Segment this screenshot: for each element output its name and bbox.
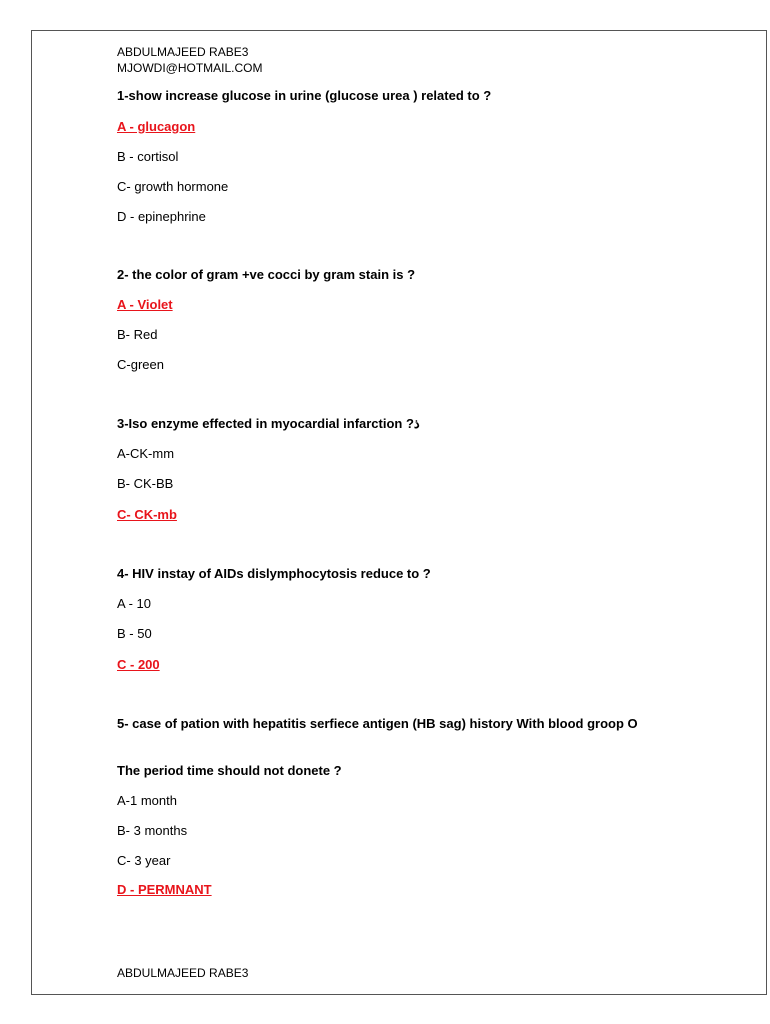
author-name: ABDULMAJEED RABE3 <box>117 45 249 59</box>
document-page <box>31 30 767 995</box>
question-4: 4- HIV instay of AIDs dislymphocytosis reduce to ? <box>117 566 431 581</box>
question-3: 3-Iso enzyme effected in myocardial infarction ?ذ <box>117 416 420 431</box>
page-footer: ABDULMAJEED RABE3 <box>117 966 249 980</box>
q1-option-c: C- growth hormone <box>117 179 229 194</box>
q4-option-a: A - 10 <box>117 596 151 611</box>
q4-option-c-answer: C - 200 <box>117 657 160 672</box>
q5-option-a: A-1 month <box>117 793 177 808</box>
q3-option-b: B- CK-BB <box>117 476 174 491</box>
q5-option-d-answer: D - PERMNANT <box>117 882 212 897</box>
q4-option-b: B - 50 <box>117 626 152 641</box>
question-5-subtext: The period time should not donete ? <box>117 763 342 778</box>
q1-option-b: B - cortisol <box>117 149 179 164</box>
author-email: MJOWDI@HOTMAIL.COM <box>117 61 263 75</box>
q2-option-c: C-green <box>117 357 164 372</box>
q5-option-c: C- 3 year <box>117 853 171 868</box>
question-5: 5- case of pation with hepatitis serfiece antigen (HB sag) history With blood groop O <box>117 716 638 731</box>
question-1: 1-show increase glucose in urine (glucose urea ) related to ? <box>117 88 492 103</box>
q3-option-c-answer: C- CK-mb <box>117 507 177 522</box>
question-2: 2- the color of gram +ve cocci by gram stain is ? <box>117 267 416 282</box>
q1-option-d: D - epinephrine <box>117 209 206 224</box>
q1-option-a-answer: A - glucagon <box>117 119 196 134</box>
author-header <box>117 44 263 76</box>
q5-option-b: B- 3 months <box>117 823 188 838</box>
q3-option-a: A-CK-mm <box>117 446 175 461</box>
q2-option-b: B- Red <box>117 327 158 342</box>
q2-option-a-answer: A - Violet <box>117 297 173 312</box>
